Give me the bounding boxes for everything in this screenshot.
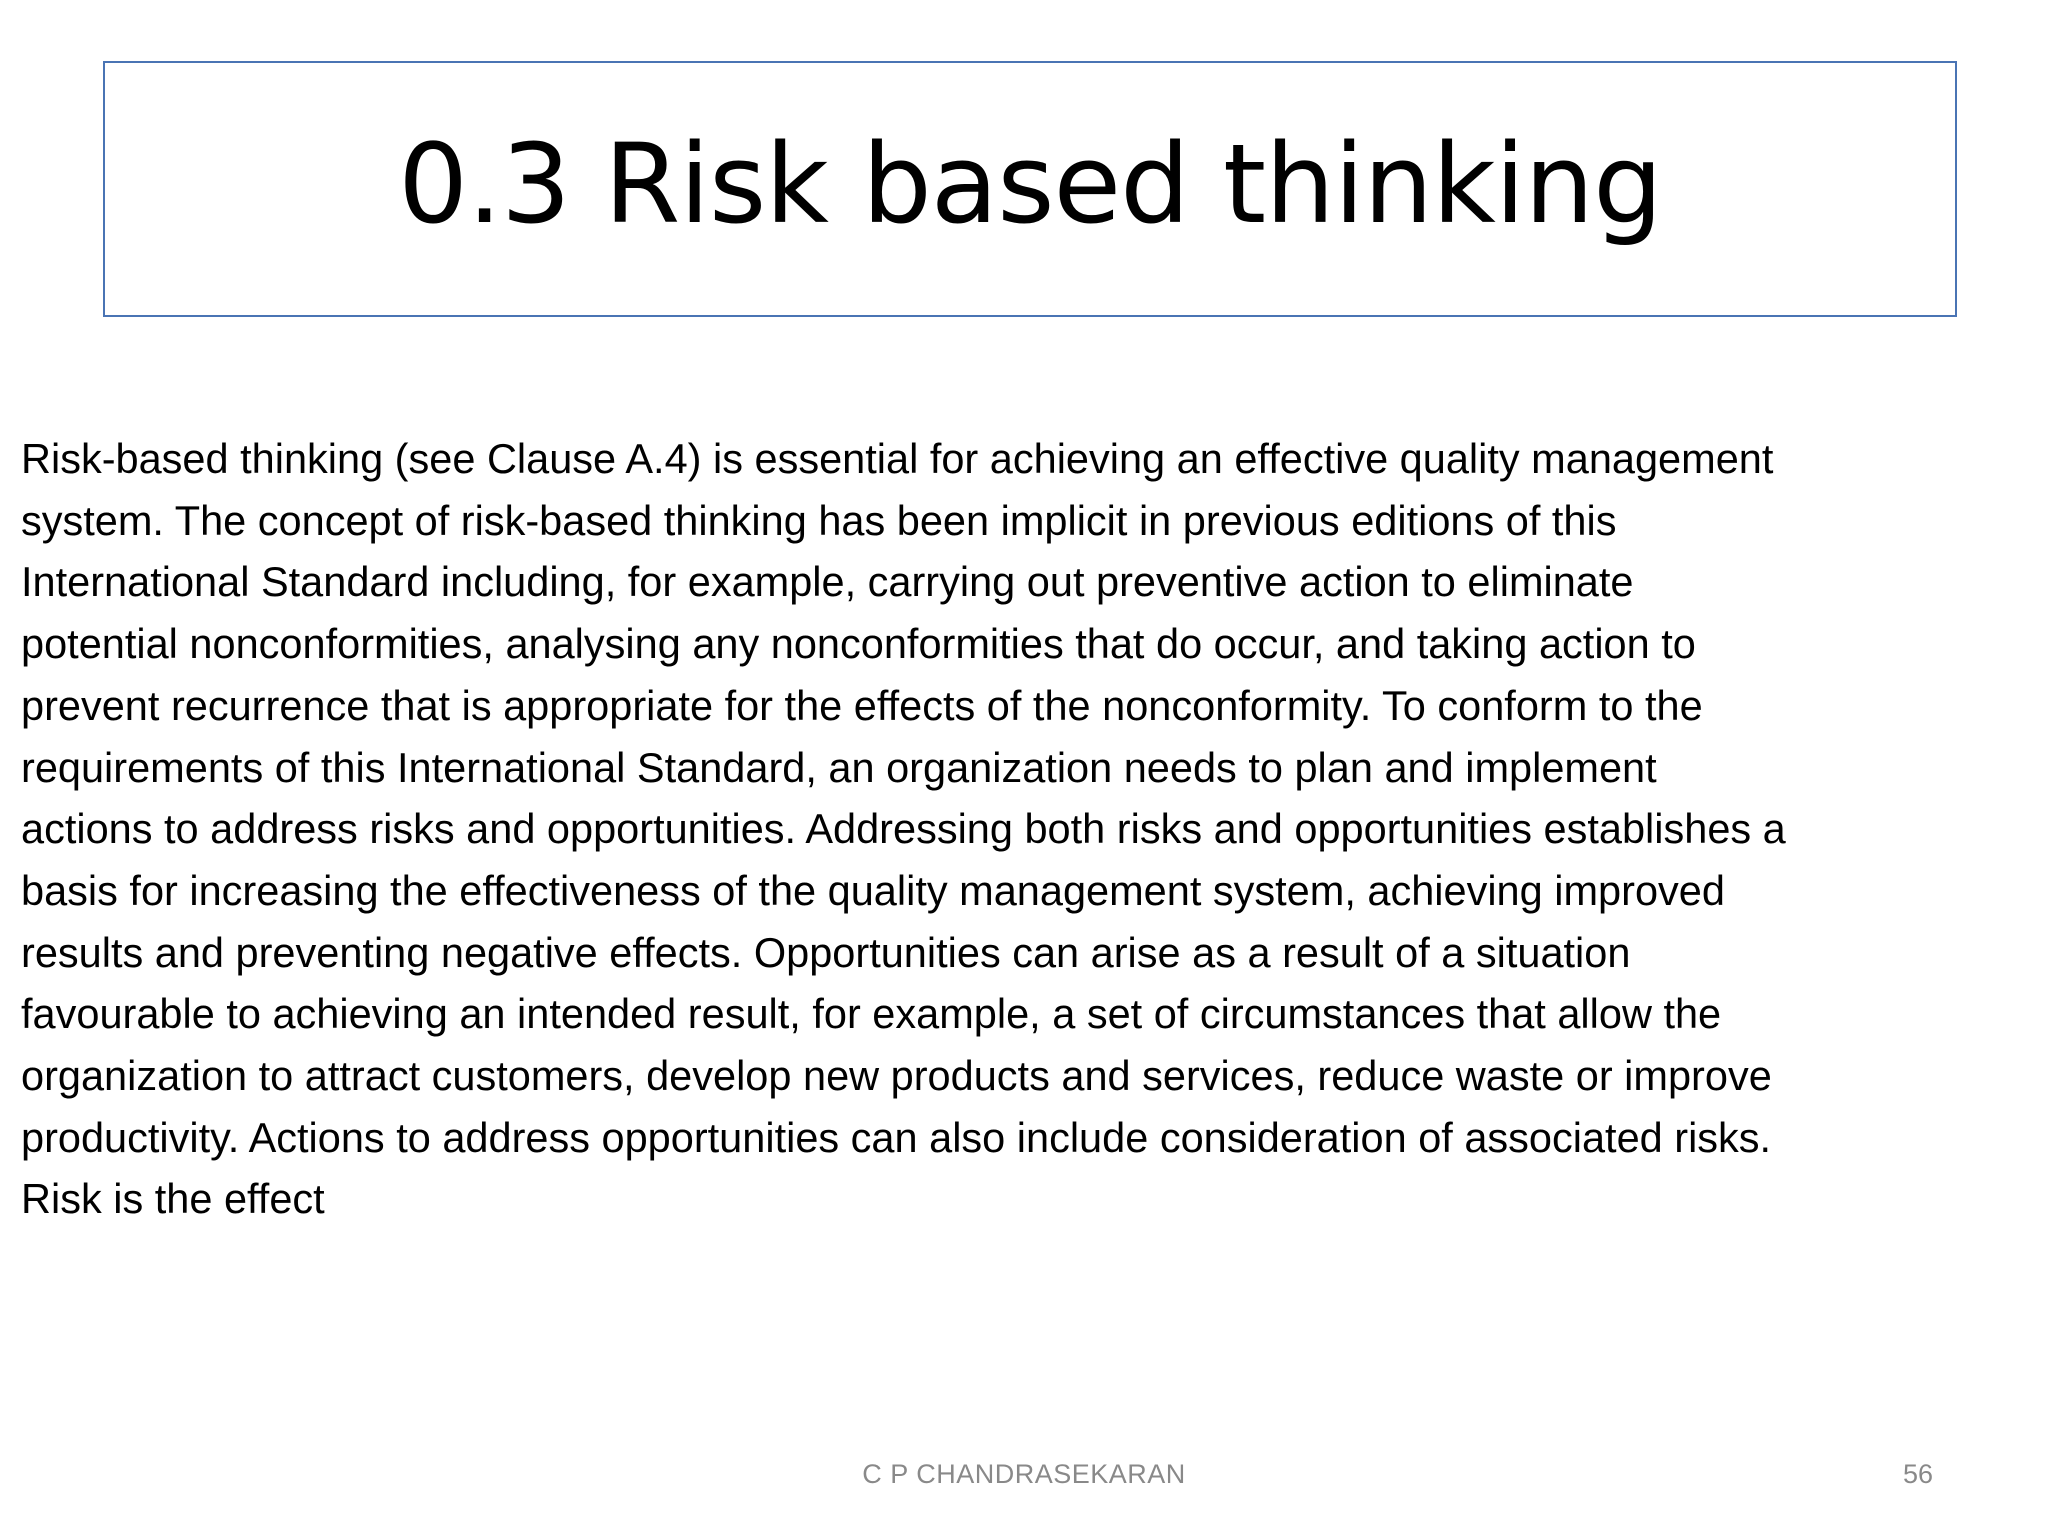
body-line: potential nonconformities, analysing any nonconformities that do occur, and taking action to — [21, 620, 1696, 668]
body-line: prevent recurrence that is appropriate for the effects of the nonconformity. To conform to the — [21, 681, 1703, 729]
body-line: International Standard including, for example, carrying out preventive action to eliminate — [21, 558, 1634, 606]
body-line: organization to attract customers, develop new products and services, reduce waste or improve — [21, 1052, 1772, 1100]
body-line: favourable to achieving an intended result, for example, a set of circumstances that allow the — [21, 990, 1722, 1038]
body-line: basis for increasing the effectiveness of the quality management system, achieving improved — [21, 866, 1725, 914]
page-number: 56 — [1902, 1459, 1933, 1489]
body-line: Risk-based thinking (see Clause A.4) is essential for achieving an effective quality management — [21, 435, 1774, 482]
body-line: Risk is the effect — [21, 1175, 325, 1223]
body-line: actions to address risks and opportunities. Addressing both risks and opportunities establishes a — [21, 805, 1786, 853]
slide-title: 0.3 Risk based thinking — [398, 120, 1662, 248]
body-text — [21, 428, 2036, 1230]
body-line: system. The concept of risk-based thinking has been implicit in previous editions of this — [21, 496, 1617, 544]
body-line: results and preventing negative effects. Opportunities can arise as a result of a situation — [21, 928, 1631, 976]
body-line: requirements of this International Standard, an organization needs to plan and implement — [21, 743, 1657, 791]
body-line: productivity. Actions to address opportunities can also include consideration of associated risks. — [21, 1113, 1772, 1161]
title-box — [103, 61, 1957, 317]
footer-author: C P CHANDRASEKARAN — [862, 1459, 1186, 1489]
